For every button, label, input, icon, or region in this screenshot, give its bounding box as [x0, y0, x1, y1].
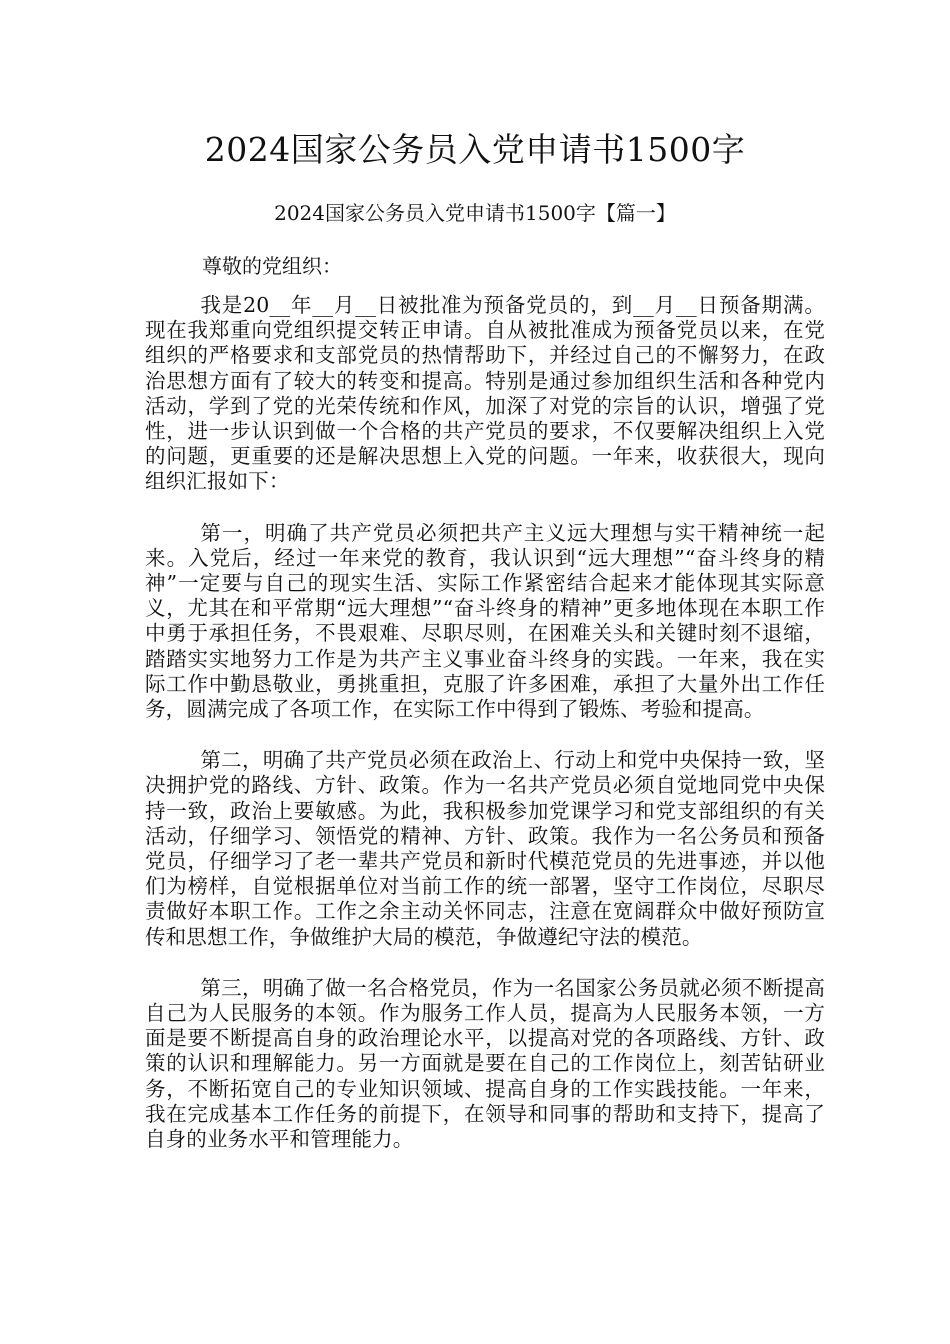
- salutation: 尊敬的党组织：: [202, 254, 342, 278]
- paragraph-second-point: 第二，明确了共产党员必须在政治上、行动上和党中央保持一致，坚决拥护党的路线、方针、政策。作为一名共产党员必须自觉地同党中央保持一致，政治上要敏感。为此，我积极参加党课学习和党支部组织的有关活动，仔细学习、领悟党的精神、方针、政策。我作为一名公务员和预备党员，仔细学习了老一辈共产党员和新时代模范党员的先进事迹，并以他们为榜样，自觉根据单位对当前工作的统一部署，坚守工作岗位，尽职尽责做好本职工作。工作之余主动关怀同志，注意在宽阔群众中做好预防宣传和思想工作，争做维护大局的模范，争做遵纪守法的模范。: [145, 748, 825, 949]
- paragraph-first-point: 第一，明确了共产党员必须把共产主义远大理想与实干精神统一起来。入党后，经过一年来党的教育，我认识到“远大理想”“奋斗终身的精神”一定要与自己的现实生活、实际工作紧密结合起来才能体现其实际意义，尤其在和平常期“远大理想”“奋斗终身的精神”更多地体现在本职工作中勇于承担任务，不畏艰难、尽职尽则，在困难关头和关键时刻不退缩，踏踏实实地努力工作是为共产主义事业奋斗终身的实践。一年来，我在实际工作中勤恳敬业，勇挑重担，克服了许多困难，承担了大量外出工作任务，圆满完成了各项工作，在实际工作中得到了锻炼、考验和提高。: [145, 520, 825, 722]
- paragraph-third-point: 第三，明确了做一名合格党员，作为一名国家公务员就必须不断提高自己为人民服务的本领。作为服务工作人员，提高为人民服务本领，一方面是要不断提高自身的政治理论水平，以提高对党的各项路线、方针、政策的认识和理解能力。另一方面就是要在自己的工作岗位上，刻苦钻研业务，不断拓宽自己的专业知识领域、提高自身的工作实践技能。一年来，我在完成基本工作任务的前提下，在领导和同事的帮助和支持下，提高了自身的业务水平和管理能力。: [145, 975, 825, 1152]
- document-title: 2024国家公务员入党申请书1500字: [204, 130, 746, 169]
- section-heading: 2024国家公务员入党申请书1500字【篇一】: [274, 201, 676, 225]
- document-body: [145, 293, 825, 1178]
- paragraph-intro: 我是20__年__月__日被批准为预备党员的，到__月__日预备期满。现在我郑重向党组织提交转正申请。自从被批准成为预备党员以来，在党组织的严格要求和支部党员的热情帮助下，并经过自己的不懈努力，在政治思想方面有了较大的转变和提高。特别是通过参加组织生活和各种党内活动，学到了党的光荣传统和作风，加深了对党的宗旨的认识，增强了党性，进一步认识到做一个合格的共产党员的要求，不仅要解决组织上入党的问题，更重要的还是解决思想上入党的问题。一年来，收获很大，现向组织汇报如下：: [145, 293, 825, 494]
